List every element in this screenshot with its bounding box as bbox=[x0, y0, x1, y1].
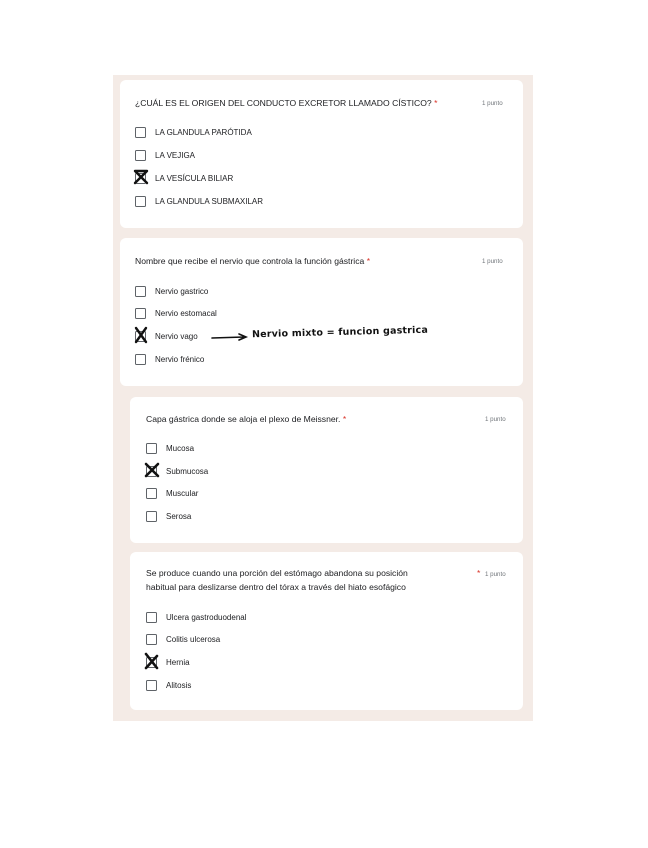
points-label: 1 punto bbox=[482, 258, 503, 265]
checkbox[interactable] bbox=[146, 488, 157, 499]
question-card-4 bbox=[130, 552, 523, 710]
option-label: Ulcera gastroduodenal bbox=[166, 613, 247, 622]
question-title: Nombre que recibe el nervio que controla la función gástrica * bbox=[135, 256, 371, 266]
required-asterisk: * bbox=[477, 568, 481, 578]
handwritten-x-mark-icon bbox=[145, 463, 160, 478]
required-asterisk: * bbox=[342, 414, 347, 424]
required-asterisk: * bbox=[434, 98, 438, 108]
handwritten-x-mark-icon bbox=[145, 654, 160, 669]
checkbox[interactable] bbox=[146, 634, 157, 645]
checkbox[interactable] bbox=[135, 127, 146, 138]
option-label: Alitosis bbox=[166, 681, 192, 690]
checkbox[interactable] bbox=[146, 511, 157, 522]
option-label: LA GLANDULA SUBMAXILAR bbox=[155, 197, 264, 206]
option-label: LA VESÍCULA BILIAR bbox=[155, 174, 234, 183]
handwritten-x-mark-icon bbox=[134, 328, 149, 343]
question-title: Capa gástrica donde se aloja el plexo de Meissner. * bbox=[146, 414, 347, 424]
checkbox[interactable] bbox=[146, 680, 157, 691]
option-label: Serosa bbox=[166, 512, 192, 521]
checkbox[interactable] bbox=[135, 286, 146, 297]
option-label: Muscular bbox=[166, 489, 199, 498]
handwritten-x-mark-icon bbox=[134, 170, 149, 185]
checkbox[interactable] bbox=[135, 354, 146, 365]
option-label: Colitis ulcerosa bbox=[166, 635, 221, 644]
option-label: Nervio gastrico bbox=[155, 287, 209, 296]
question-title: ¿CUÁL ES EL ORIGEN DEL CONDUCTO EXCRETOR LLAMADO CÍSTICO? * bbox=[135, 98, 438, 108]
question-card-2 bbox=[120, 238, 523, 386]
checkbox[interactable] bbox=[135, 308, 146, 319]
handwritten-annotation: Nervio mixto = funcion gastrica bbox=[251, 324, 429, 341]
option-label: LA GLANDULA PARÓTIDA bbox=[155, 128, 252, 137]
option-label: Nervio frénico bbox=[155, 355, 205, 364]
option-label: Nervio estomacal bbox=[155, 309, 217, 318]
option-label: Nervio vago bbox=[155, 332, 198, 341]
checkbox[interactable] bbox=[135, 196, 146, 207]
question-title: Se produce cuando una porción del estómago abandona su posición habitual para deslizarse dentro del tórax a través del hiato esofágico bbox=[146, 568, 408, 592]
handwritten-arrow-icon bbox=[212, 332, 252, 344]
option-label: LA VEJIGA bbox=[155, 151, 196, 160]
points-label: 1 punto bbox=[485, 571, 506, 578]
points-label: 1 punto bbox=[482, 100, 503, 107]
checkbox[interactable] bbox=[146, 612, 157, 623]
option-label: Mucosa bbox=[166, 444, 195, 453]
checkbox[interactable] bbox=[135, 150, 146, 161]
option-label: Hernia bbox=[166, 658, 190, 667]
question-card-1 bbox=[120, 80, 523, 228]
points-label: 1 punto bbox=[485, 416, 506, 423]
required-asterisk: * bbox=[366, 256, 371, 266]
checkbox[interactable] bbox=[146, 443, 157, 454]
option-label: Submucosa bbox=[166, 467, 209, 476]
question-card-3 bbox=[130, 397, 523, 543]
